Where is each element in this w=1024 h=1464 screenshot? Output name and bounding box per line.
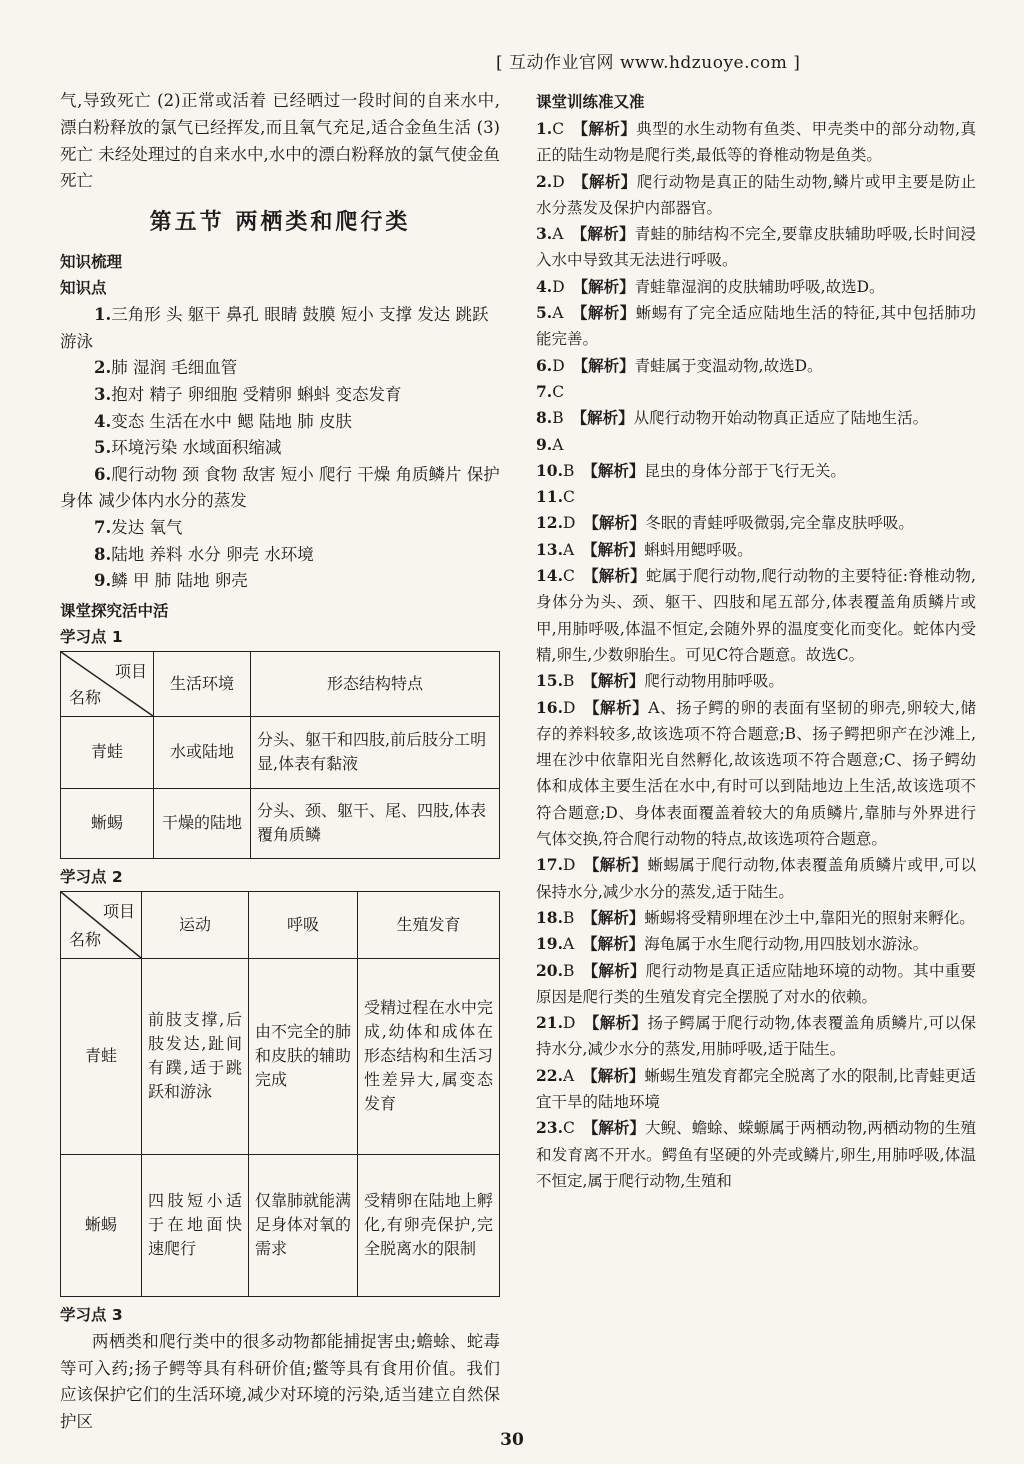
answer-item [536, 510, 976, 536]
analysis-tag: 【解析】 [572, 172, 637, 191]
answer-explanation: 青蛙靠湿润的皮肤辅助呼吸,故选D。 [634, 277, 885, 296]
table2-row-repro: 受精卵在陆地上孵化,有卵壳保护,完全脱离水的限制 [358, 1154, 500, 1296]
answer-item [536, 300, 976, 353]
study-point-3-heading: 学习点 3 [60, 1305, 123, 1324]
answer-choice: B [552, 409, 564, 428]
answer-explanation: 蜥蜴将受精卵埋在沙土中,靠阳光的照射来孵化。 [644, 908, 975, 927]
knowledge-point-text: 环境污染 水域面积缩减 [111, 438, 282, 458]
analysis-tag: 【解析】 [582, 540, 645, 559]
answer-number: 1. [536, 119, 553, 138]
answer-number: 10. [536, 460, 563, 480]
knowledge-point-number: 8. [94, 544, 112, 564]
table1-header-env: 生活环境 [154, 651, 251, 716]
answer-choice: B [562, 461, 575, 480]
answer-item [536, 537, 976, 563]
answer-number: 17. [536, 855, 563, 875]
table1-row-env: 水或陆地 [154, 716, 251, 788]
answer-number: 23. [536, 1118, 563, 1138]
study-table-1 [60, 651, 500, 859]
answer-number: 11. [536, 487, 563, 507]
answer-choice: D [552, 356, 565, 375]
answer-item [536, 1010, 976, 1063]
knowledge-point-number: 4. [94, 411, 112, 431]
table2-row-breath: 由不完全的肺和皮肤的辅助完成 [249, 958, 358, 1154]
answer-choice: B [562, 908, 575, 927]
answer-item [536, 405, 976, 431]
table1-row-feature: 分头、躯干和四肢,前后肢分工明显,体表有黏液 [251, 716, 500, 788]
page-number: 30 [500, 1430, 524, 1450]
answer-item [536, 852, 976, 905]
answer-item [536, 221, 976, 274]
answer-explanation: 扬子鳄属于爬行动物,体表覆盖角质鳞片,可以保持水分,减少水分的蒸发,用肺呼吸,适于陆生。 [536, 1014, 976, 1059]
answer-choice: D [562, 514, 576, 533]
answer-item [536, 432, 976, 458]
section-title: 第五节 两栖类和爬行类 [149, 210, 411, 236]
analysis-tag: 【解析】 [583, 698, 649, 717]
answer-explanation: 昆虫的身体分部于飞行无关。 [644, 461, 846, 480]
study-point-2-heading: 学习点 2 [60, 867, 123, 886]
answer-number: 22. [536, 1065, 563, 1085]
table1-corner-bottom: 名称 [69, 687, 102, 707]
study-table-2 [60, 891, 500, 1297]
knowledge-point-number: 7. [94, 517, 112, 537]
answer-item [536, 1115, 976, 1194]
answer-item [536, 116, 976, 169]
answer-number: 2. [536, 171, 553, 191]
table1-header-feature: 形态结构特点 [251, 651, 500, 716]
analysis-tag: 【解析】 [582, 672, 645, 691]
knowledge-point [60, 409, 500, 436]
answer-explanation: 蛇属于爬行动物,爬行动物的主要特征:脊椎动物,身体分为头、颈、躯干、四肢和尾五部分,体表覆盖角质鳞片或甲,用肺呼吸,体温不恒定,会随外界的温度变化而变化。蛇体内受精,卵生,少数卵胎生。可见C符合题意。故选C。 [536, 567, 976, 664]
table1-corner-cell [61, 651, 154, 716]
answer-item [536, 668, 976, 694]
answer-number: 8. [536, 408, 553, 428]
table2-row-repro: 受精过程在水中完成,幼体和成体在形态结构和生活习性差异大,属变态发育 [358, 958, 500, 1154]
table2-row-move: 前肢支撑,后肢发达,趾间有蹼,适于跳跃和游泳 [142, 958, 249, 1154]
answer-item [536, 379, 976, 405]
answer-number: 13. [536, 539, 563, 559]
answer-item [536, 353, 976, 379]
answer-list [536, 116, 976, 1194]
answer-item [536, 169, 976, 222]
answer-number: 4. [536, 276, 553, 296]
table2-header-breath: 呼吸 [249, 891, 358, 958]
answer-explanation: 爬行动物是真正适应陆地环境的动物。其中重要原因是爬行类的生殖发育完全摆脱了对水的依赖。 [536, 961, 976, 1006]
answer-explanation: 冬眠的青蛙呼吸微弱,完全靠皮肤呼吸。 [645, 514, 914, 533]
knowledge-point [60, 515, 500, 542]
answer-item [536, 563, 976, 668]
knowledge-point-text: 抱对 精子 卵细胞 受精卵 蝌蚪 变态发育 [111, 384, 402, 404]
answer-item [536, 931, 976, 957]
answer-explanation: 青蛙的肺结构不完全,要靠皮肤辅助呼吸,长时间浸入水中导致其无法进行呼吸。 [536, 225, 976, 270]
knowledge-heading: 知识梳理 [60, 253, 123, 272]
answer-number: 7. [536, 381, 553, 401]
answer-choice: D [562, 698, 576, 717]
answer-explanation: 蜥蜴有了完全适应陆地生活的特征,其中包括肺功能完善。 [536, 304, 976, 349]
table2-row-name: 青蛙 [61, 958, 142, 1154]
knowledge-point-text: 三角形 头 躯干 鼻孔 眼睛 鼓膜 短小 支撑 发达 跳跃 游泳 [60, 305, 489, 351]
answer-number: 5. [536, 303, 553, 323]
answer-number: 9. [536, 434, 553, 454]
knowledge-point-number: 1. [94, 305, 112, 325]
table1-row-name: 青蛙 [61, 716, 154, 788]
analysis-tag: 【解析】 [582, 461, 645, 480]
knowledge-point-text: 变态 生活在水中 鳃 陆地 肺 皮肤 [111, 411, 352, 431]
answer-number: 20. [536, 960, 563, 980]
answer-number: 15. [536, 671, 563, 691]
answer-explanation: 蜥蜴生殖发育都完全脱离了水的限制,比青蛙更适宜干旱的陆地环境 [536, 1066, 976, 1111]
knowledge-points-list [60, 302, 500, 595]
answer-explanation: 典型的水生动物有鱼类、甲壳类中的部分动物,真正的陆生动物是爬行类,最低等的脊椎动物是鱼类。 [536, 120, 976, 165]
answer-choice: A [562, 540, 575, 559]
answer-number: 16. [536, 697, 563, 717]
answer-explanation: 爬行动物用肺呼吸。 [644, 672, 784, 691]
answer-choice: A [552, 225, 564, 244]
analysis-tag: 【解析】 [582, 961, 646, 980]
answer-explanation: 蜥蜴属于爬行动物,体表覆盖角质鳞片或甲,可以保持水分,减少水分的蒸发,适于陆生。 [536, 856, 976, 901]
table1-row-name: 蜥蜴 [61, 788, 154, 858]
knowledge-point-text: 爬行动物 颈 食物 敌害 短小 爬行 干燥 角质鳞片 保护身体 减少体内水分的蒸发 [60, 464, 500, 511]
analysis-tag: 【解析】 [583, 514, 646, 533]
answer-number: 18. [536, 907, 563, 927]
knowledge-point-text: 发达 氧气 [111, 517, 183, 537]
answer-choice: D [562, 1014, 576, 1033]
table2-row-move: 四肢短小适于在地面快速爬行 [142, 1154, 249, 1296]
knowledge-point-number: 9. [94, 571, 112, 591]
answer-choice: D [552, 172, 565, 191]
answer-choice: A [562, 1066, 575, 1085]
knowledge-point-text: 陆地 养料 水分 卵壳 水环境 [111, 544, 314, 564]
answer-number: 6. [536, 355, 553, 375]
table2-corner-cell [61, 891, 142, 958]
table1-row-feature: 分头、颈、躯干、尾、四肢,体表覆角质鳞 [251, 788, 500, 858]
answer-explanation: 从爬行动物开始动物真正适应了陆地生活。 [633, 409, 929, 428]
analysis-tag: 【解析】 [572, 120, 637, 138]
analysis-tag: 【解析】 [583, 856, 648, 875]
answer-item [536, 905, 976, 931]
table1-corner-top: 项目 [114, 661, 147, 681]
knowledge-point-number: 2. [94, 358, 112, 378]
analysis-tag: 【解析】 [583, 1014, 648, 1033]
study-point-1-heading: 学习点 1 [60, 627, 123, 646]
knowledge-subheading: 知识点 [60, 279, 107, 298]
answer-number: 14. [536, 566, 563, 586]
answer-choice: C [562, 1119, 575, 1138]
answer-choice: B [562, 961, 575, 980]
answer-choice: C [562, 567, 575, 586]
answer-number: 19. [536, 934, 563, 954]
answer-choice: B [562, 672, 575, 691]
answer-choice: C [552, 120, 565, 138]
table2-corner-top: 项目 [102, 901, 135, 921]
knowledge-point-text: 肺 湿润 毛细血管 [111, 358, 238, 378]
answer-choice: C [552, 382, 565, 401]
answer-explanation: 海龟属于水生爬行动物,用四肢划水游泳。 [644, 935, 929, 954]
answer-explanation: 蝌蚪用鳃呼吸。 [644, 540, 753, 559]
knowledge-point-number: 5. [94, 438, 112, 458]
table2-corner-bottom: 名称 [69, 929, 102, 949]
knowledge-point [60, 355, 500, 382]
analysis-tag: 【解析】 [582, 935, 645, 954]
table2-header-move: 运动 [142, 891, 249, 958]
answer-item [536, 958, 976, 1011]
intro-paragraph: 气,导致死亡 (2)正常或活着 已经晒过一段时间的自来水中,漂白粉释放的氯气已经挥发,而且氧气充足,适合金鱼生活 (3)死亡 未经处理过的自来水中,水中的漂白粉释放的氯气使金鱼死亡 [60, 91, 500, 191]
analysis-tag: 【解析】 [582, 567, 646, 586]
answer-item [536, 1063, 976, 1116]
answer-item [536, 274, 976, 300]
page-header: [ 互动作业官网 www.hdzuoye.com ] [496, 53, 801, 73]
answer-item [536, 484, 976, 510]
table2-header-repro: 生殖发育 [358, 891, 500, 958]
explore-heading: 课堂探究活中活 [60, 601, 169, 620]
analysis-tag: 【解析】 [571, 304, 636, 323]
study-point-3-text: 两栖类和爬行类中的很多动物都能捕捉害虫;蟾蜍、蛇毒等可入药;扬子鳄等具有科研价值;鳖等具有食用价值。我们应该保护它们的生活环境,减少对环境的污染,适当建立自然保护区 [60, 1331, 500, 1432]
answer-explanation: A、扬子鳄的卵的表面有坚韧的卵壳,卵较大,储存的养料较多,故该选项不符合题意;B、扬子鳄把卵产在沙滩上,埋在沙中依靠阳光自然孵化,故该选项不符合题意;C、扬子鳄幼体和成体主要生活在水中,有时可以到陆地边上生活,故该选项不符合题意;D、身体表面覆盖着较大的角质鳞片,靠肺与外界进行气体交换,符合爬行动物的特点,故该选项符合题意。 [536, 698, 976, 849]
answer-explanation: 青蛙属于变温动物,故选D。 [634, 356, 823, 375]
analysis-tag: 【解析】 [571, 409, 634, 428]
answer-item [536, 695, 976, 853]
table1-row-env: 干燥的陆地 [154, 788, 251, 858]
answer-choice: D [552, 277, 565, 296]
analysis-tag: 【解析】 [582, 908, 645, 927]
answer-choice: A [552, 435, 564, 454]
left-column [60, 88, 500, 1436]
analysis-tag: 【解析】 [572, 277, 635, 296]
answer-choice: A [552, 304, 564, 323]
knowledge-point [60, 382, 500, 409]
analysis-tag: 【解析】 [582, 1119, 645, 1138]
answer-item [536, 458, 976, 484]
knowledge-point [60, 462, 500, 515]
knowledge-point [60, 542, 500, 569]
answer-number: 3. [536, 224, 553, 244]
right-column [536, 88, 976, 1194]
answer-explanation: 爬行动物是真正的陆生动物,鳞片或甲主要是防止水分蒸发及保护内部器官。 [536, 172, 976, 217]
knowledge-point [60, 568, 500, 595]
answer-number: 12. [536, 513, 563, 533]
practice-heading: 课堂训练准又准 [536, 93, 645, 111]
answer-choice: D [562, 856, 576, 875]
answer-choice: C [562, 488, 575, 507]
analysis-tag: 【解析】 [582, 1066, 645, 1085]
knowledge-point [60, 302, 500, 355]
answer-choice: A [562, 935, 575, 954]
analysis-tag: 【解析】 [572, 356, 635, 375]
table2-row-name: 蜥蜴 [61, 1154, 142, 1296]
answer-explanation: 大鲵、蟾蜍、蝾螈属于两栖动物,两栖动物的生殖和发育离不开水。鳄鱼有坚硬的外壳或鳞片,卵生,用肺呼吸,体温不恒定,属于爬行动物,生殖和 [536, 1119, 976, 1190]
knowledge-point-number: 3. [94, 384, 112, 404]
knowledge-point [60, 435, 500, 462]
knowledge-point-number: 6. [94, 464, 112, 484]
knowledge-point-text: 鳞 甲 肺 陆地 卵壳 [111, 571, 248, 591]
answer-number: 21. [536, 1013, 563, 1033]
analysis-tag: 【解析】 [571, 225, 635, 244]
table2-row-breath: 仅靠肺就能满足身体对氧的需求 [249, 1154, 358, 1296]
